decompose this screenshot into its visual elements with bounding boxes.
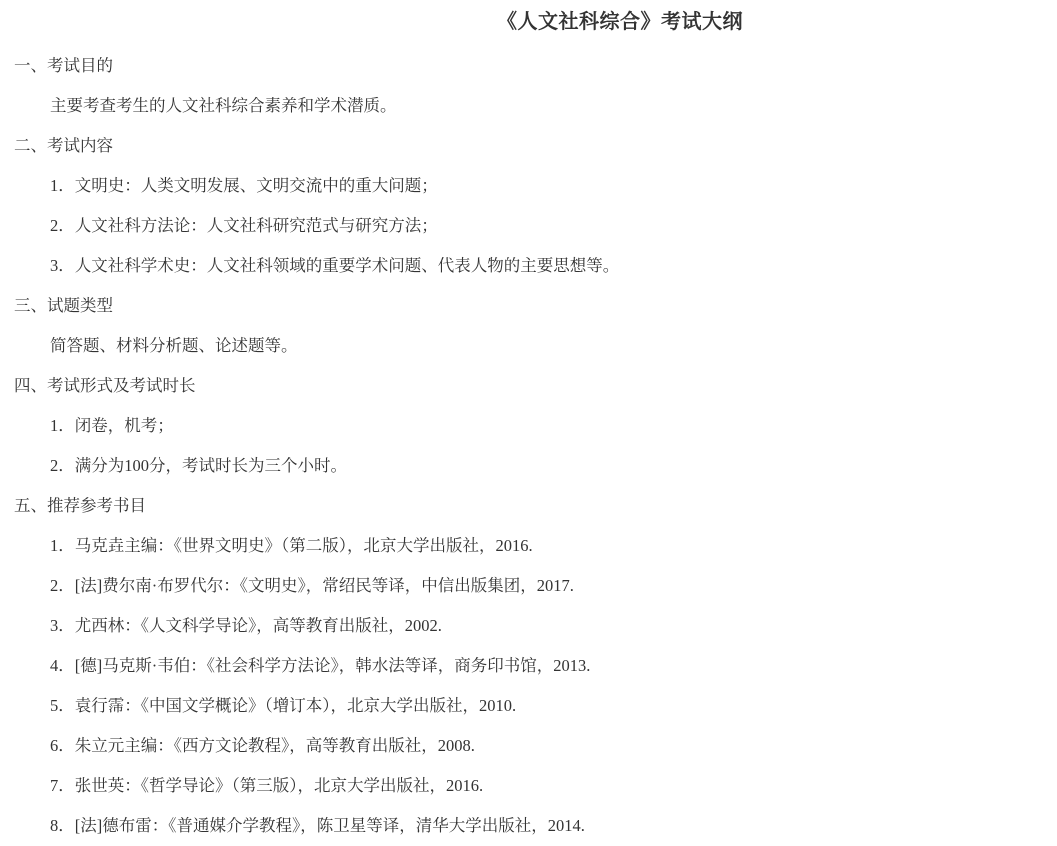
section-heading: 二、考试内容 <box>14 136 113 155</box>
list-item: 1．马克垚主编：《世界文明史》（第二版），北京大学出版社，2016. <box>50 536 533 555</box>
document-body <box>0 46 1057 846</box>
list-item: 6．朱立元主编：《西方文论教程》，高等教育出版社，2008. <box>50 736 475 755</box>
list-item: 7．张世英：《哲学导论》（第三版），北京大学出版社，2016. <box>50 776 484 795</box>
section-heading: 三、试题类型 <box>14 296 113 315</box>
list-item: 8．[法]德布雷：《普通媒介学教程》，陈卫星等译，清华大学出版社，2014. <box>50 816 585 835</box>
list-item: 5．袁行霈：《中国文学概论》（增订本），北京大学出版社，2010. <box>50 696 517 715</box>
list-item: 简答题、材料分析题、论述题等。 <box>50 336 298 355</box>
section-heading: 五、推荐参考书目 <box>14 496 146 515</box>
section-heading: 一、考试目的 <box>14 56 113 75</box>
list-item: 4．[德]马克斯·韦伯：《社会科学方法论》，韩水法等译，商务印书馆，2013. <box>50 656 591 675</box>
list-item: 1．文明史：人类文明发展、文明交流中的重大问题； <box>50 176 438 195</box>
list-item: 3．尤西林：《人文科学导论》，高等教育出版社，2002. <box>50 616 442 635</box>
page-title: 《人文社科综合》考试大纲 <box>497 11 743 33</box>
section-heading: 四、考试形式及考试时长 <box>14 376 196 395</box>
list-item: 2．人文社科方法论：人文社科研究范式与研究方法； <box>50 216 438 235</box>
list-item: 2．满分为100分，考试时长为三个小时。 <box>50 456 347 475</box>
list-item: 1．闭卷，机考； <box>50 416 174 435</box>
list-item: 3．人文社科学术史：人文社科领域的重要学术问题、代表人物的主要思想等。 <box>50 256 620 275</box>
list-item: 主要考查考生的人文社科综合素养和学术潜质。 <box>50 96 397 115</box>
list-item: 2．[法]费尔南·布罗代尔：《文明史》，常绍民等译，中信出版集团，2017. <box>50 576 574 595</box>
